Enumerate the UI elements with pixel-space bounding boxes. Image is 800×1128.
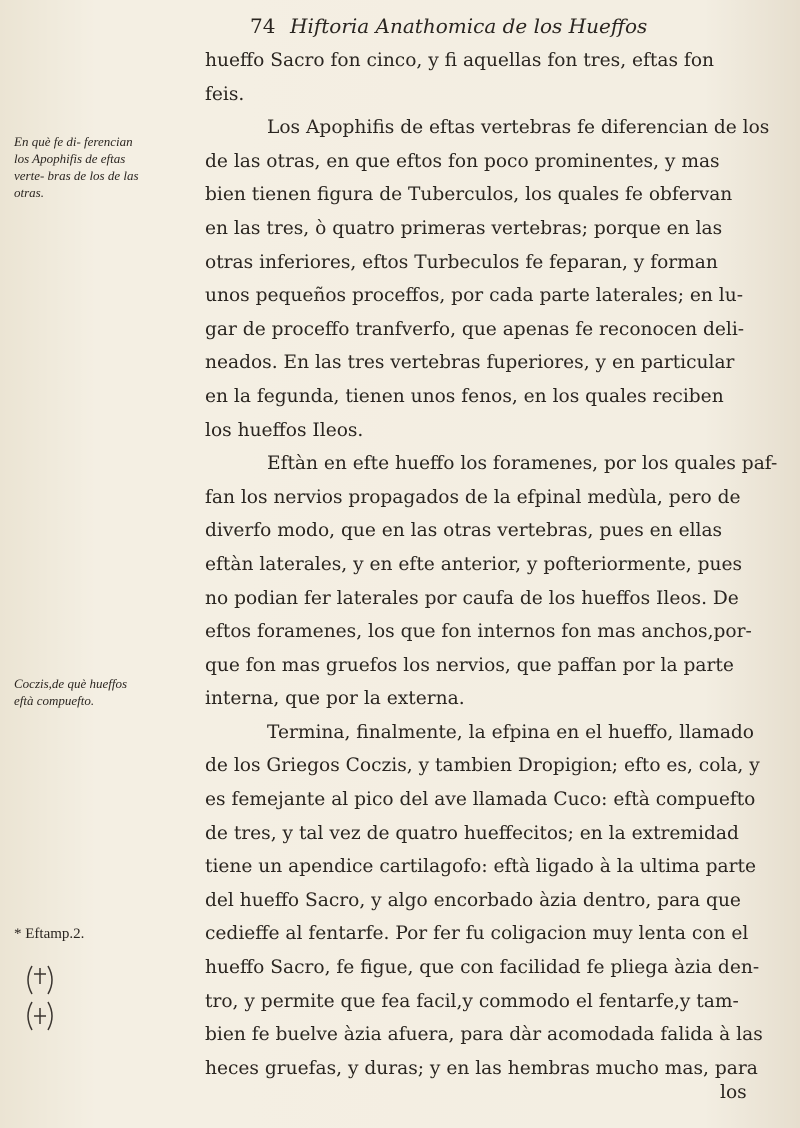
text-line: diverfo modo, que en las otras vertebras, pues en ellas [205,520,723,542]
text-line: Los Apophifis de eftas vertebras fe diferencian de los [267,117,770,139]
text-line: fan los nervios propagados de la efpinal medùla, pero de [205,486,741,508]
text-line: Eftàn en efte hueffo los foramenes, por los quales paf- [267,453,778,475]
text-line: de tres, y tal vez de quatro hueffecitos; en la extremidad [205,822,739,844]
text-line: no podian fer laterales por caufa de los hueffos Ileos. De [205,587,739,609]
text-line: Termina, finalmente, la efpina en el hueffo, llamado [267,721,754,743]
margin-note-1: En què fe di- ferencian los Apophifis de eftas verte- bras de los de las otras. [14,134,139,200]
text-line: eftàn laterales, y en efte anterior, y pofteriormente, pues [205,553,743,575]
text-line: bien tienen figura de Tuberculos, los quales fe obfervan [205,184,733,206]
page-number: 74 [250,14,276,38]
text-line: hueffo Sacro fon cinco, y fi aquellas fon tres, eftas fon [205,50,714,71]
running-title: Hiftoria Anathomica de los Hueffos [290,14,648,38]
text-line: heces gruefas, y duras; y en las hembras mucho mas, para [205,1057,758,1079]
text-line: feis. [205,83,245,105]
text-line: en la fegunda, tienen unos fenos, en los quales reciben [205,385,724,407]
text-line: gar de proceffo tranfverfo, que apenas fe reconocen deli- [205,318,745,340]
text-line: eftos foramenes, los que fon internos fon mas anchos,por- [205,621,752,643]
printer-mark-icon [22,960,62,1040]
main-text [205,44,778,1085]
margin-note-2: Coczis,de què hueffos eftà compuefto. [14,676,128,708]
text-line: cedieffe al fentarfe. Por fer fu coligacion muy lenta con el [205,923,749,945]
text-line: tro, y permite que fea facil,y commodo el fentarfe,y tam- [205,990,739,1012]
catchword: los [720,1082,747,1103]
text-line: hueffo Sacro, fe figue, que con facilidad fe pliega àzia den- [205,957,760,979]
text-line: tiene un apendice cartilagofo: eftà ligado à la ultima parte [205,856,757,878]
text-line: bien fe buelve àzia afuera, para dàr acomodada falida à las [205,1024,763,1046]
text-line: neados. En las tres vertebras fuperiores, y en particular [205,352,735,374]
margin-note-3: * Eftamp.2. [14,926,85,942]
text-line: otras inferiores, eftos Turbeculos fe feparan, y forman [205,251,718,273]
text-line: del hueffo Sacro, y algo encorbado àzia dentro, para que [205,889,741,911]
text-line: los hueffos Ileos. [205,419,364,441]
text-line: de las otras, en que eftos fon poco prominentes, y mas [205,150,720,172]
text-line: en las tres, ò quatro primeras vertebras; porque en las [205,217,723,239]
text-line: interna, que por la externa. [205,688,465,710]
text-line: de los Griegos Coczis, y tambien Dropigion; efto es, cola, y [205,755,760,777]
text-line: unos pequeños proceffos, por cada parte laterales; en lu- [205,285,743,307]
text-line: es femejante al pico del ave llamada Cuco: eftà compuefto [205,789,756,811]
text-line: que fon mas gruefos los nervios, que paffan por la parte [205,654,734,676]
